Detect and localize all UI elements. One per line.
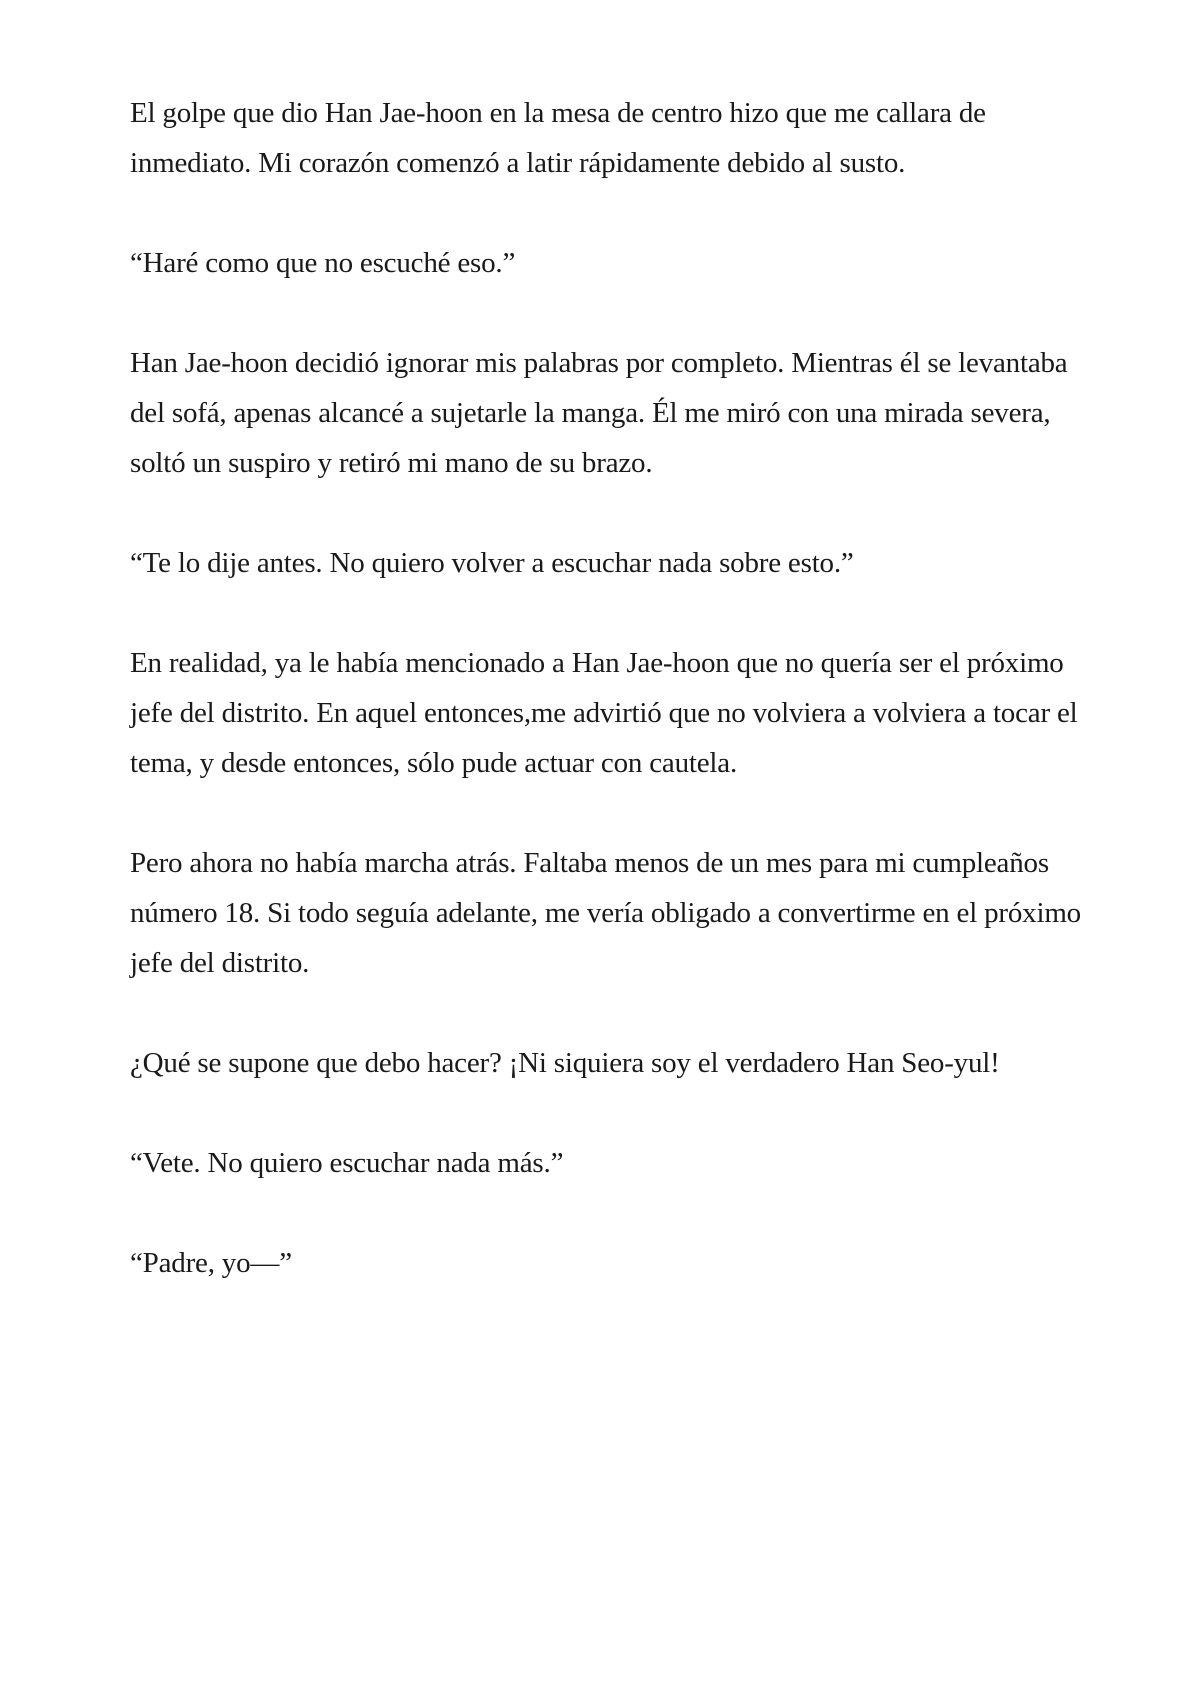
dialogue-paragraph: “Te lo dije antes. No quiero volver a escuchar nada sobre esto.” (130, 547, 854, 579)
paragraph: Han Jae-hoon decidió ignorar mis palabras por completo. Mientras él se levantaba del sofá, apenas alcancé a sujetarle la manga. Él me miró con una mirada severa, soltó un suspiro y retiró mi mano de su brazo. (130, 347, 1068, 479)
document-page (130, 88, 1090, 1338)
paragraph: Pero ahora no había marcha atrás. Faltaba menos de un mes para mi cumpleaños número 18. Si todo seguía adelante, me vería obligado a convertirme en el próximo jefe del distrito. (130, 847, 1081, 979)
dialogue-paragraph: “Vete. No quiero escuchar nada más.” (130, 1147, 564, 1179)
paragraph: En realidad, ya le había mencionado a Han Jae-hoon que no quería ser el próximo jefe del distrito. En aquel entonces,me advirtió que no volviera a volviera a tocar el tema, y desde entonces, sólo pude actuar con cautela. (130, 647, 1078, 779)
dialogue-paragraph: “Padre, yo—” (130, 1247, 292, 1279)
dialogue-paragraph: “Haré como que no escuché eso.” (130, 247, 516, 279)
paragraph: El golpe que dio Han Jae-hoon en la mesa de centro hizo que me callara de inmediato. Mi corazón comenzó a latir rápidamente debido al susto. (130, 97, 986, 179)
paragraph: ¿Qué se supone que debo hacer? ¡Ni siquiera soy el verdadero Han Seo-yul! (130, 1047, 1000, 1079)
